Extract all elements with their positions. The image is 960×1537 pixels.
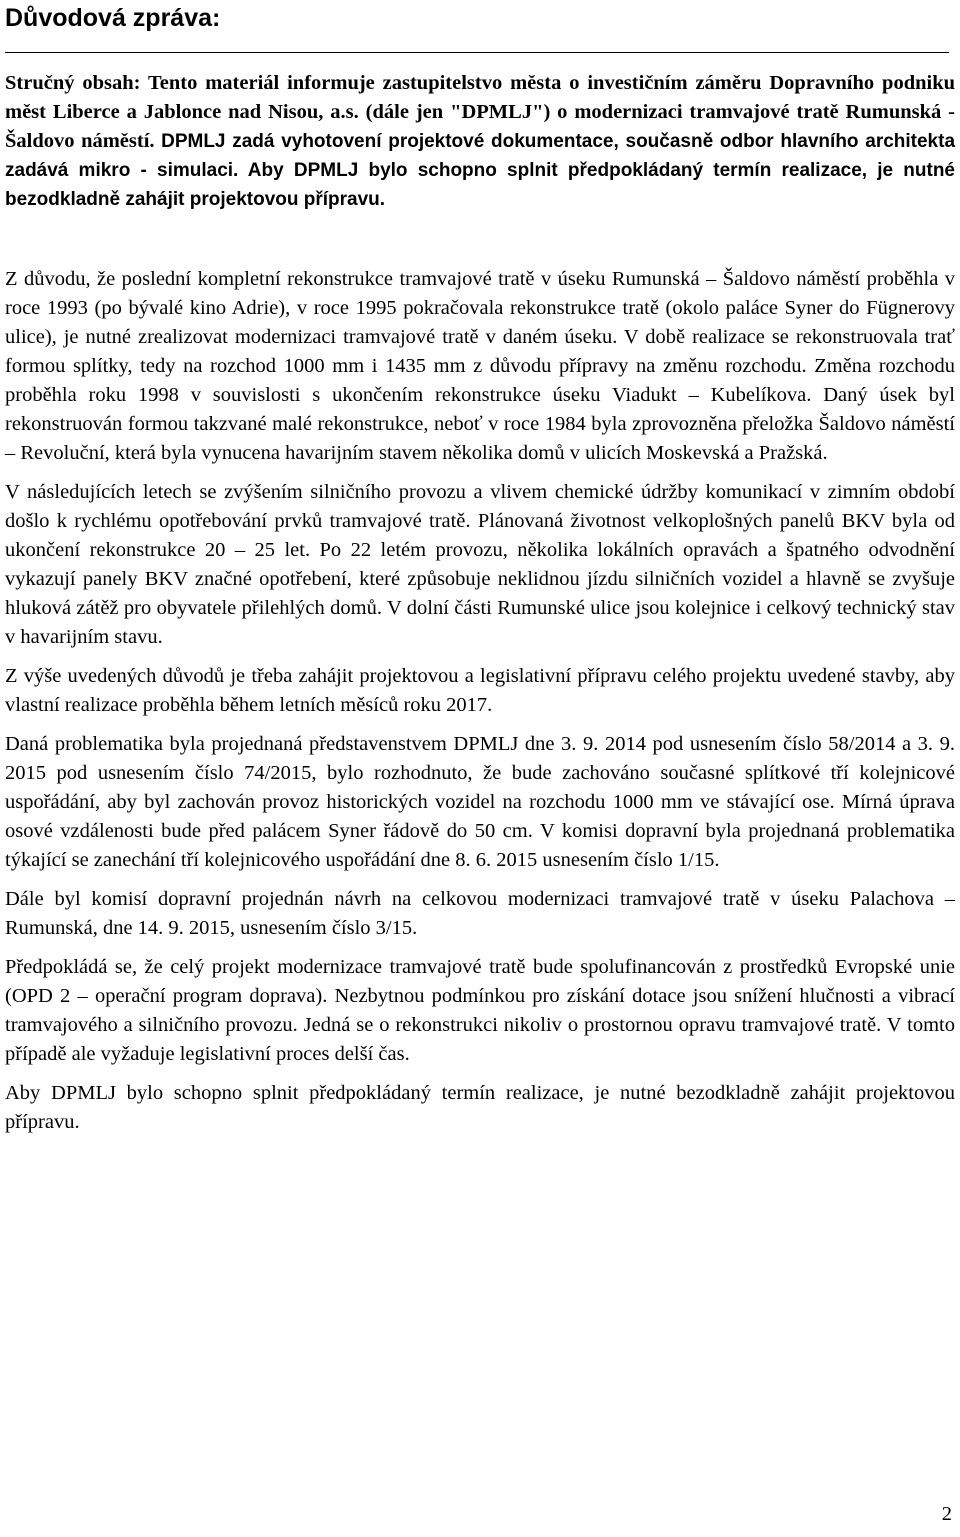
paragraph-7: Aby DPMLJ bylo schopno splnit předpokládaný termín realizace, je nutné bezodkladně zahájit projektovou přípravu. <box>5 1082 955 1133</box>
heading-divider <box>5 52 949 53</box>
paragraph-3: Z výše uvedených důvodů je třeba zahájit projektovou a legislativní přípravu celého projektu uvedené stavby, aby vlastní realizace proběhla během letních měsíců roku 2017. <box>5 665 955 716</box>
summary-part-1: Stručný obsah: Tento materiál informuje zastupitelstvo města o investičním záměru Dopravního podniku měst Liberce a Jablonce nad Nisou, a.s. (dále jen "DPMLJ") o modernizaci tramvajové tratě Rumunská - Šaldovo náměstí. <box>5 72 955 152</box>
summary-block <box>5 69 955 214</box>
page-number: 2 <box>941 1503 952 1525</box>
paragraph-6: Předpokládá se, že celý projekt modernizace tramvajové tratě bude spolufinancován z prostředků Evropské unie (OPD 2 – operační program doprava). Nezbytnou podmínkou pro získání dotace jsou snížení hlučnosti a vibrací tramvajového a silničního provozu. Jedná se o rekonstrukci nikoliv o prostornou opravu tramvajové tratě. V tomto případě ale vyžaduje legislativní proces delší čas. <box>5 956 955 1065</box>
document-heading: Důvodová zpráva: <box>5 4 221 32</box>
paragraph-1: Z důvodu, že poslední kompletní rekonstrukce tramvajové tratě v úseku Rumunská – Šaldovo náměstí proběhla v roce 1993 (po bývalé kino Adrie), v roce 1995 pokračovala rekonstrukce tratě (okolo paláce Syner do Fügnerovy ulice), je nutné zrealizovat modernizaci tramvajové tratě v daném úseku. V době realizace se rekonstruovala trať formou splítky, tedy na rozchod 1000 mm i 1435 mm z důvodu přípravy na změnu rozchodu. Změna rozchodu proběhla roku 1998 v souvislosti s ukončením rekonstrukce úseku Viadukt – Kubelíkova. Daný úsek byl rekonstruován formou takzvané malé rekonstrukce, neboť v roce 1984 byla zprovozněna přeložka Šaldovo náměstí – Revoluční, která byla vynucena havarijním stavem několika domů v ulicích Moskevská a Pražská. <box>5 268 955 464</box>
paragraph-2: V následujících letech se zvýšením silničního provozu a vlivem chemické údržby komunikací v zimním období došlo k rychlému opotřebování prvků tramvajové tratě. Plánovaná životnost velkoplošných panelů BKV byla od ukončení rekonstrukce 20 – 25 let. Po 22 letém provozu, několika lokálních opravách a špatného odvodnění vykazují panely BKV značné opotřebení, které způsobuje neklidnou jízdu silničních vozidel a hlavně se zvyšuje hluková zátěž pro obyvatele přilehlých domů. V dolní části Rumunské ulice jsou kolejnice i celkový technický stav v havarijním stavu. <box>5 481 955 648</box>
document-page <box>5 0 955 1137</box>
summary-part-2: DPMLJ zadá vyhotovení projektové dokumentace, současně odbor hlavního architekta zadává mikro - simulaci. Aby DPMLJ bylo schopno splnit předpokládaný termín realizace, je nutné bezodkladně zahájit projektovou přípravu. <box>5 131 956 210</box>
paragraph-5: Dále byl komisí dopravní projednán návrh na celkovou modernizaci tramvajové tratě v úseku Palachova – Rumunská, dne 14. 9. 2015, usnesením číslo 3/15. <box>5 888 955 939</box>
paragraph-4: Daná problematika byla projednaná představenstvem DPMLJ dne 3. 9. 2014 pod usnesením číslo 58/2014 a 3. 9. 2015 pod usnesením číslo 74/2015, bylo rozhodnuto, že bude zachováno současné splítkové tří kolejnicové uspořádání, aby byl zachován provoz historických vozidel na rozchodu 1000 mm ve stávající ose. Mírná úprava osové vzdálenosti bude před palácem Syner řádově do 50 cm. V komisi dopravní byla projednaná problematika týkající se zanechání tří kolejnicového uspořádání dne 8. 6. 2015 usnesením číslo 1/15. <box>5 733 955 871</box>
